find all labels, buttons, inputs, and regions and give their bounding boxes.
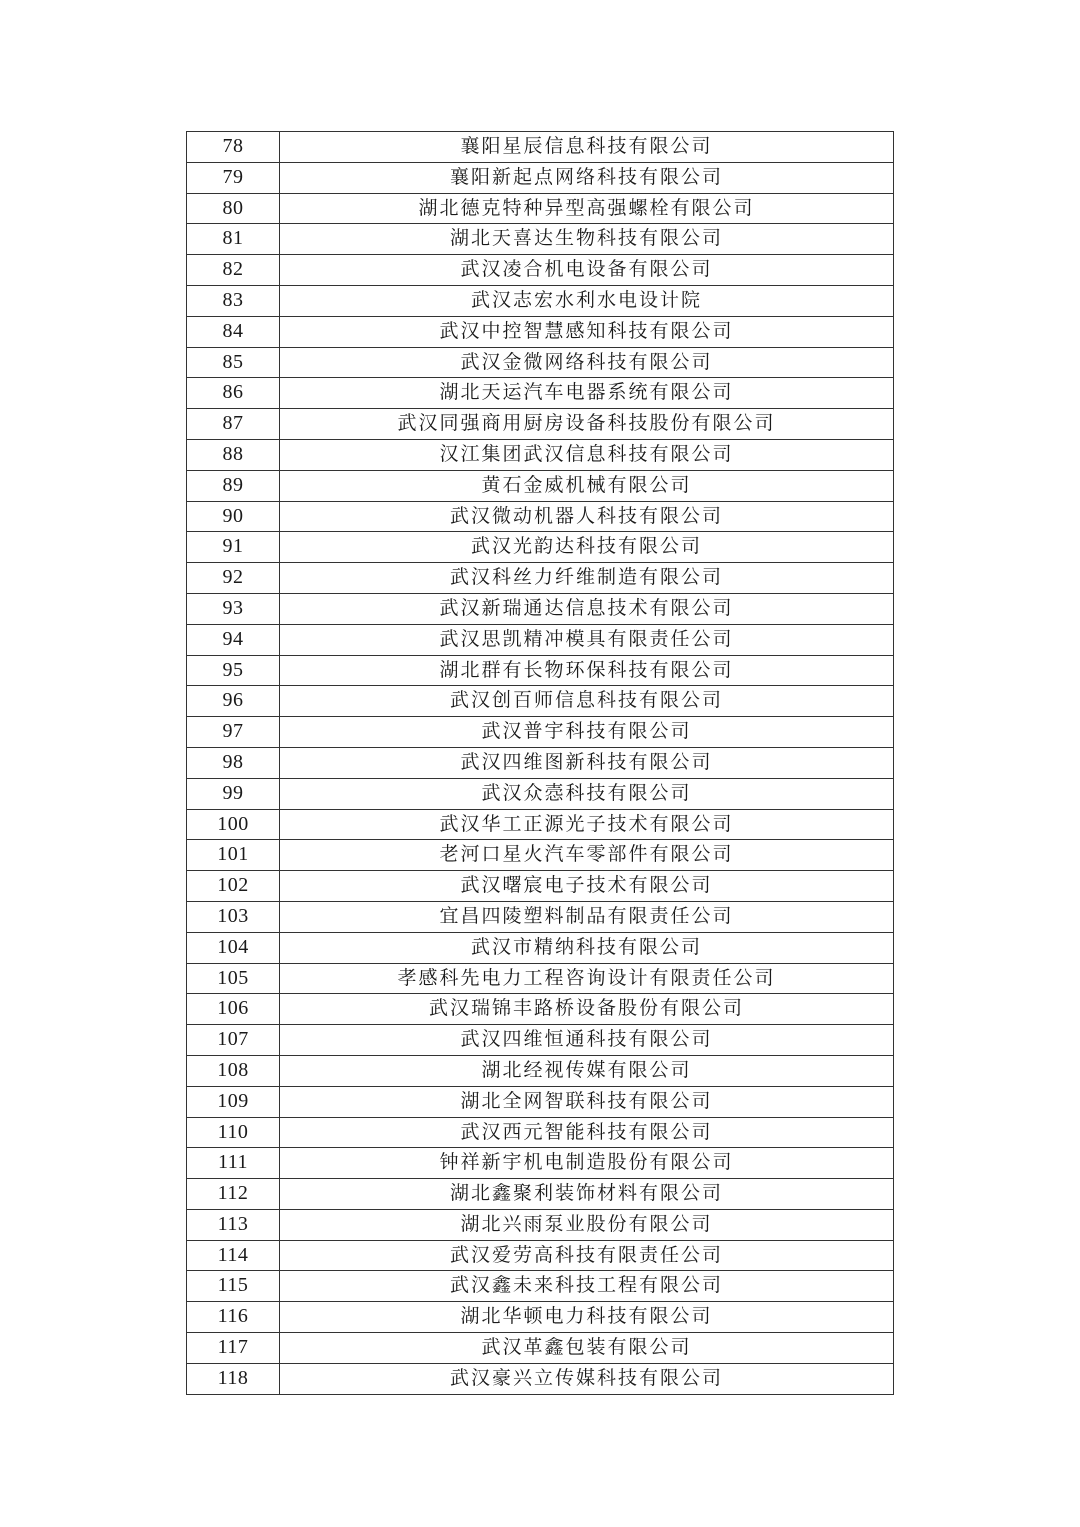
- row-number-cell: 86: [187, 378, 280, 409]
- row-number-cell: 93: [187, 593, 280, 624]
- table-row: [187, 747, 894, 778]
- company-name-cell: 武汉普宇科技有限公司: [280, 717, 894, 748]
- company-name-cell: 武汉爱劳高科技有限责任公司: [280, 1240, 894, 1271]
- table-row: [187, 1148, 894, 1179]
- row-number-cell: 103: [187, 901, 280, 932]
- row-number-cell: 96: [187, 686, 280, 717]
- row-number-cell: 116: [187, 1302, 280, 1333]
- company-name-cell: 武汉革鑫包装有限公司: [280, 1333, 894, 1364]
- company-name-cell: 湖北群有长物环保科技有限公司: [280, 655, 894, 686]
- table-row: [187, 532, 894, 563]
- row-number-cell: 94: [187, 624, 280, 655]
- row-number-cell: 104: [187, 932, 280, 963]
- row-number-cell: 111: [187, 1148, 280, 1179]
- company-name-cell: 武汉鑫未来科技工程有限公司: [280, 1271, 894, 1302]
- company-name-cell: 武汉四维图新科技有限公司: [280, 747, 894, 778]
- table-row: [187, 1179, 894, 1210]
- company-name-cell: 襄阳星辰信息科技有限公司: [280, 132, 894, 163]
- table-row: [187, 963, 894, 994]
- company-name-cell: 武汉志宏水利水电设计院: [280, 285, 894, 316]
- table-row: [187, 717, 894, 748]
- company-name-cell: 武汉西元智能科技有限公司: [280, 1117, 894, 1148]
- company-name-cell: 武汉微动机器人科技有限公司: [280, 501, 894, 532]
- row-number-cell: 99: [187, 778, 280, 809]
- table-row: [187, 347, 894, 378]
- table-row: [187, 193, 894, 224]
- table-row: [187, 1271, 894, 1302]
- row-number-cell: 113: [187, 1209, 280, 1240]
- table-row: [187, 162, 894, 193]
- table-row: [187, 1086, 894, 1117]
- company-name-cell: 湖北天喜达生物科技有限公司: [280, 224, 894, 255]
- table-row: [187, 255, 894, 286]
- row-number-cell: 78: [187, 132, 280, 163]
- company-name-cell: 武汉四维恒通科技有限公司: [280, 1025, 894, 1056]
- row-number-cell: 92: [187, 563, 280, 594]
- table-row: [187, 132, 894, 163]
- table-row: [187, 809, 894, 840]
- company-list-body: [187, 132, 894, 1395]
- table-row: [187, 563, 894, 594]
- row-number-cell: 117: [187, 1333, 280, 1364]
- table-row: [187, 932, 894, 963]
- company-name-cell: 武汉光韵达科技有限公司: [280, 532, 894, 563]
- row-number-cell: 88: [187, 439, 280, 470]
- row-number-cell: 80: [187, 193, 280, 224]
- row-number-cell: 114: [187, 1240, 280, 1271]
- company-name-cell: 湖北华顿电力科技有限公司: [280, 1302, 894, 1333]
- row-number-cell: 115: [187, 1271, 280, 1302]
- company-name-cell: 襄阳新起点网络科技有限公司: [280, 162, 894, 193]
- row-number-cell: 95: [187, 655, 280, 686]
- row-number-cell: 106: [187, 994, 280, 1025]
- company-name-cell: 汉江集团武汉信息科技有限公司: [280, 439, 894, 470]
- table-row: [187, 840, 894, 871]
- table-row: [187, 224, 894, 255]
- company-name-cell: 武汉中控智慧感知科技有限公司: [280, 316, 894, 347]
- company-name-cell: 武汉曙宸电子技术有限公司: [280, 871, 894, 902]
- company-name-cell: 湖北鑫聚利装饰材料有限公司: [280, 1179, 894, 1210]
- row-number-cell: 91: [187, 532, 280, 563]
- row-number-cell: 109: [187, 1086, 280, 1117]
- company-name-cell: 武汉市精纳科技有限公司: [280, 932, 894, 963]
- company-name-cell: 黄石金威机械有限公司: [280, 470, 894, 501]
- company-name-cell: 武汉凌合机电设备有限公司: [280, 255, 894, 286]
- company-name-cell: 湖北全网智联科技有限公司: [280, 1086, 894, 1117]
- table-row: [187, 1302, 894, 1333]
- table-row: [187, 1363, 894, 1394]
- table-row: [187, 1333, 894, 1364]
- row-number-cell: 98: [187, 747, 280, 778]
- table-row: [187, 901, 894, 932]
- company-name-cell: 湖北德克特种异型高强螺栓有限公司: [280, 193, 894, 224]
- table-row: [187, 285, 894, 316]
- row-number-cell: 81: [187, 224, 280, 255]
- row-number-cell: 102: [187, 871, 280, 902]
- row-number-cell: 85: [187, 347, 280, 378]
- row-number-cell: 110: [187, 1117, 280, 1148]
- company-name-cell: 老河口星火汽车零部件有限公司: [280, 840, 894, 871]
- table-row: [187, 1025, 894, 1056]
- table-row: [187, 378, 894, 409]
- company-name-cell: 湖北经视传媒有限公司: [280, 1055, 894, 1086]
- row-number-cell: 100: [187, 809, 280, 840]
- row-number-cell: 89: [187, 470, 280, 501]
- table-row: [187, 655, 894, 686]
- row-number-cell: 87: [187, 409, 280, 440]
- table-row: [187, 1209, 894, 1240]
- company-name-cell: 孝感科先电力工程咨询设计有限责任公司: [280, 963, 894, 994]
- company-name-cell: 武汉创百师信息科技有限公司: [280, 686, 894, 717]
- row-number-cell: 105: [187, 963, 280, 994]
- company-name-cell: 武汉金微网络科技有限公司: [280, 347, 894, 378]
- table-row: [187, 439, 894, 470]
- company-name-cell: 宜昌四陵塑料制品有限责任公司: [280, 901, 894, 932]
- table-row: [187, 470, 894, 501]
- table-row: [187, 593, 894, 624]
- row-number-cell: 79: [187, 162, 280, 193]
- row-number-cell: 90: [187, 501, 280, 532]
- table-row: [187, 1055, 894, 1086]
- row-number-cell: 101: [187, 840, 280, 871]
- table-row: [187, 871, 894, 902]
- table-row: [187, 686, 894, 717]
- company-name-cell: 湖北兴雨泵业股份有限公司: [280, 1209, 894, 1240]
- company-name-cell: 武汉华工正源光子技术有限公司: [280, 809, 894, 840]
- row-number-cell: 107: [187, 1025, 280, 1056]
- table-row: [187, 1117, 894, 1148]
- table-row: [187, 501, 894, 532]
- table-row: [187, 624, 894, 655]
- company-name-cell: 武汉科丝力纤维制造有限公司: [280, 563, 894, 594]
- company-name-cell: 武汉众悫科技有限公司: [280, 778, 894, 809]
- table-row: [187, 316, 894, 347]
- company-name-cell: 武汉瑞锦丰路桥设备股份有限公司: [280, 994, 894, 1025]
- company-name-cell: 武汉新瑞通达信息技术有限公司: [280, 593, 894, 624]
- table-row: [187, 994, 894, 1025]
- row-number-cell: 112: [187, 1179, 280, 1210]
- company-name-cell: 武汉豪兴立传媒科技有限公司: [280, 1363, 894, 1394]
- row-number-cell: 97: [187, 717, 280, 748]
- company-name-cell: 湖北天运汽车电器系统有限公司: [280, 378, 894, 409]
- table-row: [187, 778, 894, 809]
- row-number-cell: 84: [187, 316, 280, 347]
- row-number-cell: 82: [187, 255, 280, 286]
- company-name-cell: 武汉思凯精冲模具有限责任公司: [280, 624, 894, 655]
- company-list-table: [186, 131, 894, 1395]
- company-name-cell: 钟祥新宇机电制造股份有限公司: [280, 1148, 894, 1179]
- table-row: [187, 1240, 894, 1271]
- row-number-cell: 108: [187, 1055, 280, 1086]
- row-number-cell: 118: [187, 1363, 280, 1394]
- company-name-cell: 武汉同强商用厨房设备科技股份有限公司: [280, 409, 894, 440]
- row-number-cell: 83: [187, 285, 280, 316]
- table-row: [187, 409, 894, 440]
